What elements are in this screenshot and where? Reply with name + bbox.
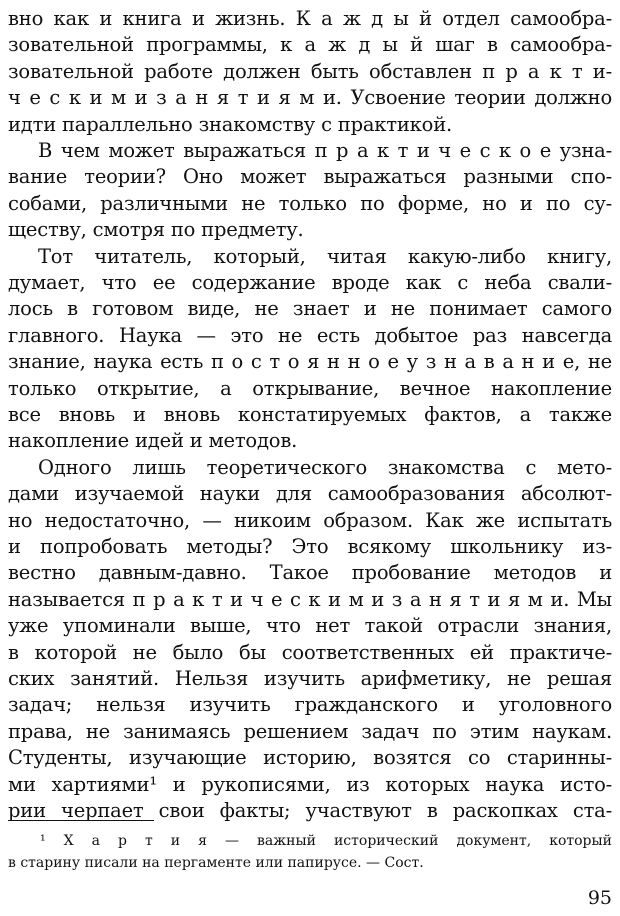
text-line: дами изучаемой науки для самообразования абсолют- [8, 482, 612, 506]
text-line: ч е с к и м и з а н я т и я м и. Усвоение теории должно [8, 86, 612, 110]
text-line: собами, различными не только по форме, но и по су- [8, 191, 612, 215]
text-line: но недостаточно, — никоим образом. Как же испытать [8, 508, 612, 532]
text-line: ми хартиями¹ и рукописями, из которых наука исто- [8, 772, 612, 796]
text-line: думает, что ее содержание вроде как с неба свали- [8, 271, 612, 294]
footnote-divider [8, 820, 154, 821]
text-line: рии черпает свои факты; участвуют в раскопках ста- [8, 799, 612, 822]
text-line: вание теории? Оно может выражаться разными спо- [8, 165, 612, 189]
footnote-line: в старину писали на пергаменте или папирусе. — Сост. [8, 855, 424, 871]
text-line: ских занятий. Нельзя изучить арифметику, не решая [8, 667, 612, 690]
text-line: все вновь и вновь констатируемых фактов, а также [8, 403, 612, 426]
text-line: ществу, смотря по предмету. [8, 218, 304, 242]
text-line: только открытие, а открывание, вечное накопление [8, 376, 612, 400]
text-line: вестно давным-давно. Такое пробование методов и [8, 561, 612, 585]
text-line: идти параллельно знакомству с практикой. [8, 112, 453, 136]
paragraph-first-line: В чем может выражаться п р а к т и ч е с к о е узна- [38, 139, 612, 162]
text-line: зовательной работе должен быть обставлен п р а к т и- [8, 59, 612, 83]
text-line: в которой не было бы соответственных ей практиче- [8, 640, 612, 664]
text-line: главного. Наука — это не есть добытое раз навсегда [8, 323, 612, 347]
page-number: 95 [587, 887, 612, 909]
paragraph-first-line: Тот читатель, который, читая какую-либо книгу, [38, 244, 612, 268]
text-line: зовательной программы, к а ж д ы й шаг в самообра- [8, 33, 612, 57]
text-line: задач; нельзя изучить гражданского и уголовного [8, 693, 612, 717]
text-line: уже упоминали выше, что нет такой отрасли знания, [8, 614, 612, 638]
text-line: вно как и книга и жизнь. К а ж д ы й отдел самообра- [8, 7, 612, 30]
footnote-line: ¹ Х а р т и я — важный исторический документ, который [40, 833, 612, 849]
text-line: права, не занимаясь решением задач по этим наукам. [8, 719, 612, 743]
text-line: Студенты, изучающие историю, возятся со старинны- [8, 746, 612, 770]
text-line: знание, наука есть п о с т о я н н о е у з н а в а н и е, не [8, 350, 612, 374]
text-line: лось в готовом виде, не знает и не понимает самого [8, 297, 612, 321]
paragraph-first-line: Одного лишь теоретического знакомства с мето- [38, 455, 612, 479]
text-line: называется п р а к т и ч е с к и м и з а н я т и я м и. Мы [8, 587, 612, 611]
text-line: и попробовать методы? Это всякому школьнику из- [8, 535, 612, 558]
text-line: накопление идей и методов. [8, 429, 298, 453]
